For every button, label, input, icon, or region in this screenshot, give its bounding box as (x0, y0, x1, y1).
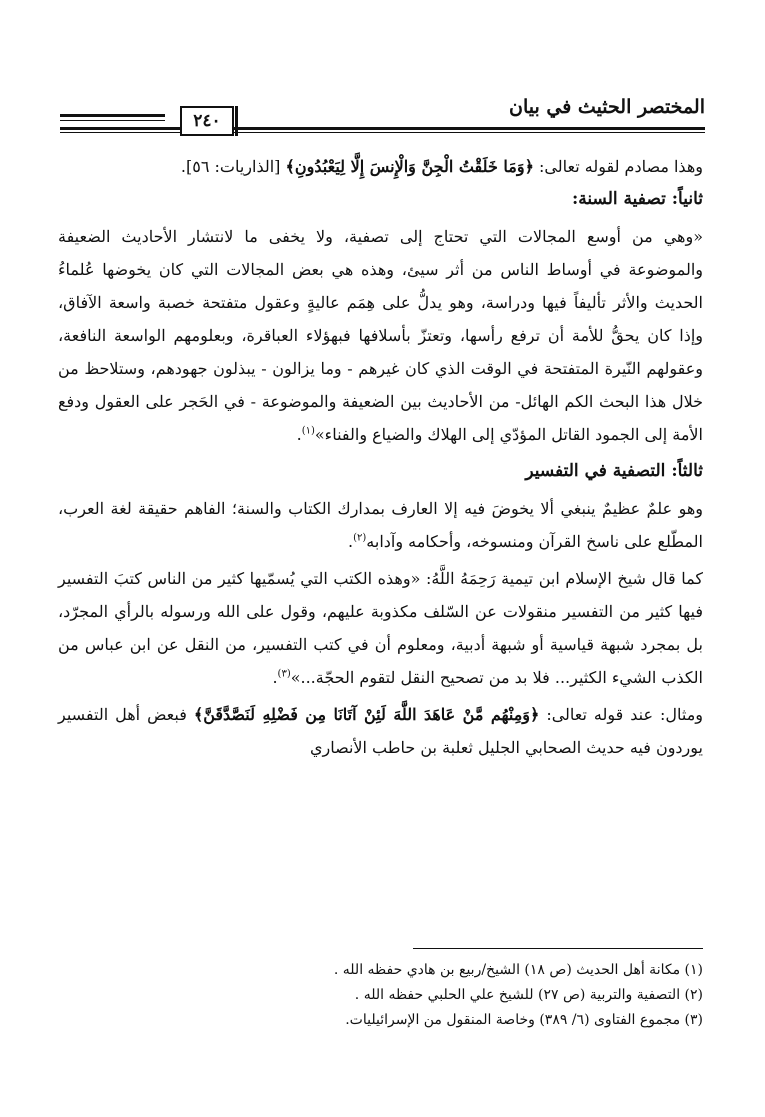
paragraph-1: وهذا مصادم لقوله تعالى: ﴿وَمَا خَلَقْتُ الْجِنَّ وَالْإِنسَ إِلَّا لِيَعْبُدُونِ﴾ [الذاريات: ٥٦]. (180, 157, 703, 176)
header-ornament-lines (60, 114, 165, 121)
footnote-ref-1: (١) (301, 425, 315, 437)
paragraph-2: «وهي من أوسع المجالات التي تحتاج إلى تصفية، ولا يخفى ما لانتشار الأحاديث الضعيفة والموضوعة في أوساط الناس من أثر سيئ، وهذه هي بعض المجالات التي كان يخوضها عُلماءُ الحديث والأثر تأليفاً فيها ودراسة، وهو يدلُّ على هِمَم عاليةٍ وعقول متفتحة خصبة واسعة الآفاق، وإذا كان يحقُّ للأمة أن ترفع رأسها، وتعتزّ بأسلافها فبهؤلاء العباقرة، وبعلومهم الواسعة النافعة، وعقولهم النّيرة المتفتحة في الوقت الذي كان غيرهم - وما يزالون - يبذلون جهودهم، وستلاحظ من خلال هذا البحث الكم الهائل- من الأحاديث بين الضعيفة والموضوعة - في الحَجر على العقول ودفع الأمة إلى الجمود القاتل المؤدّي إلى الهلاك والضياع والفناء»$^{(١)}$. (58, 227, 703, 444)
footnotes (58, 958, 703, 1033)
running-title: المختصر الحثيث في بيان (509, 96, 705, 118)
quran-verse-2: ﴿وَمِنْهُم مَّنْ عَاهَدَ اللَّهَ لَئِنْ آتَانَا مِن فَضْلِهِ لَنَصَّدَّقَنَّ﴾ (193, 705, 540, 724)
footnote-ref-3: (٣) (277, 668, 291, 680)
quran-verse: ﴿وَمَا خَلَقْتُ الْجِنَّ وَالْإِنسَ إِلَّا لِيَعْبُدُونِ﴾ (285, 157, 534, 176)
header-rule-thin (60, 132, 705, 133)
paragraph-5: ومثال: عند قوله تعالى: ﴿وَمِنْهُم مَّنْ عَاهَدَ اللَّهَ لَئِنْ آتَانَا مِن فَضْلِهِ لَنَصَّدَّقَنَّ﴾ فبعض أهل التفسير يوردون فيه حديث الصحابي الجليل ثعلبة بن حاطب الأنصاري (58, 705, 703, 757)
footnote-ref-2: (٢) (353, 532, 367, 544)
page-number: ٢٤٠ (180, 106, 234, 136)
paragraph-4: كما قال شيخ الإسلام ابن تيمية رَحِمَهُ اللَّهُ: «وهذه الكتب التي يُسمّيها كثير من الناس كتبَ التفسير فيها كثير من التفسير منقولات عن السّلف مكذوبة عليهم، وقول على الله ورسوله بالرأي المجرّد، بل بمجرد شبهة قياسية أو شبهة أدبية، ومعلوم أن في كتب التفسير، من النقل عن ابن عباس من الكذب الشيء الكثير... فلا بد من تصحيح النقل لتقوم الحجّة...»$^{(٣)}$. (58, 569, 704, 687)
section-heading-tafsir: ثالثاً: التصفية في التفسير (525, 461, 703, 481)
footnote-1: (١) مكانة أهل الحديث (ص ١٨) الشيخ/ربيع بن هادي حفظه الله . (333, 962, 703, 978)
footnote-separator (413, 948, 703, 949)
header-rule (60, 127, 705, 130)
running-header (60, 92, 705, 142)
footnote-2: (٢) التصفية والتربية (ص ٢٧) للشيخ علي الحلبي حفظه الله . (354, 987, 703, 1003)
paragraph-3: وهو علمٌ عظيمٌ ينبغي ألا يخوضَ فيه إلا العارف بمدارك الكتاب والسنة؛ الفاهم حقيقة لغة العرب، المطّلع على ناسخ القرآن ومنسوخه، وأحكامه وآدابه$^{(٢)}$. (58, 499, 704, 551)
section-heading-sunnah: ثانياً: تصفية السنة: (572, 189, 703, 209)
footnote-3: (٣) مجموع الفتاوى (٦/ ٣٨٩) وخاصة المنقول من الإسرائيليات. (345, 1012, 703, 1028)
main-text (58, 150, 703, 764)
